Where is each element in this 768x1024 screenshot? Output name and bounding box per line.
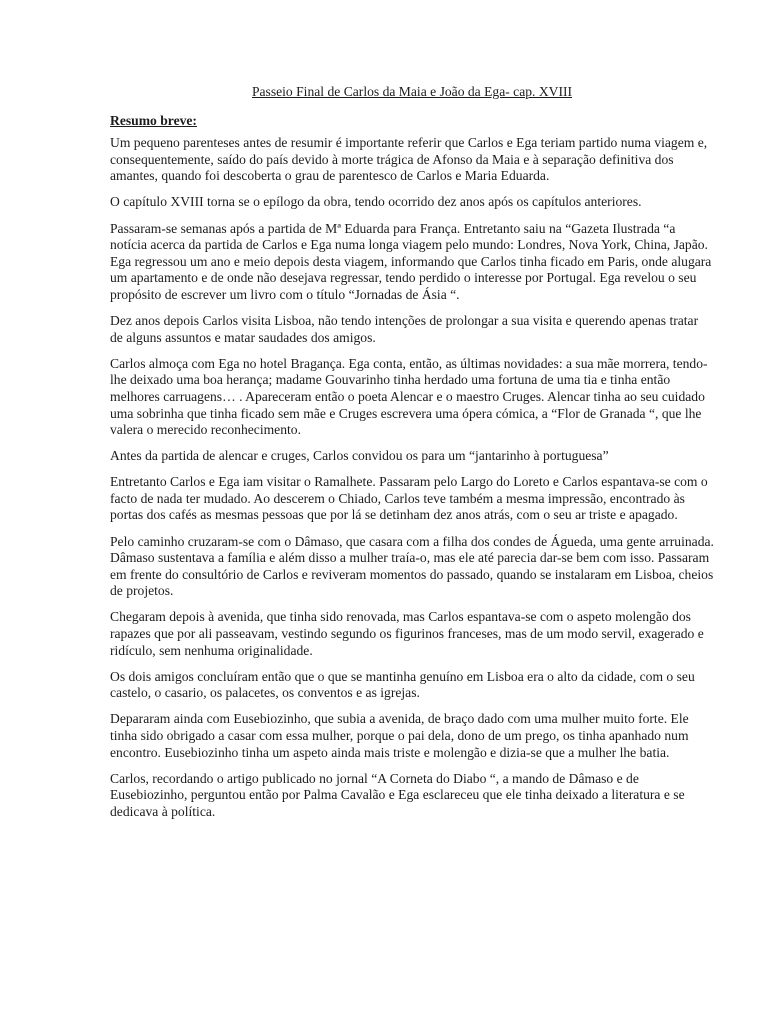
document-title: Passeio Final de Carlos da Maia e João da Ega- cap. XVIII	[251, 84, 573, 99]
paragraph: Os dois amigos concluíram então que o que se mantinha genuíno em Lisboa era o alto da cidade, com o seu castelo, o casario, os palacetes, os conventos e as igrejas.	[110, 668, 695, 701]
paragraph: Carlos almoça com Ega no hotel Bragança. Ega conta, então, as últimas novidades: a sua mãe morrera, tendo-lhe deixado uma boa herança; madame Gouvarinho tinha herdado uma fortuna de uma tia e tinha então melhores carruagens… . Apareceram então o poeta Alencar e o maestro Cruges. Alencar tinha ao seu cuidado uma sobrinha que tinha ficado sem mãe e Cruges escrevera uma ópera cómica, a “Flor de Granada “, que lhe valera o merecido reconhecimento.	[110, 355, 708, 438]
document-subtitle: Resumo breve:	[110, 112, 197, 128]
paragraph: Pelo caminho cruzaram-se com o Dâmaso, que casara com a filha dos condes de Águeda, uma gente arruinada. Dâmaso sustentava a família e além disso a mulher traía-o, mas ele até parecia dar-se bem com isso. Passaram em frente do consultório de Carlos e reviveram momentos do passado, quando se instalaram em Lisboa, cheios de projetos.	[110, 533, 714, 599]
paragraph: Depararam ainda com Eusebiozinho, que subia a avenida, de braço dado com uma mulher muito forte. Ele tinha sido obrigado a casar com essa mulher, porque o pai dela, dono de um prego, os tinha apanhado num encontro. Eusebiozinho tinha um aspeto ainda mais triste e molengão e dizia-se que a mulher lhe batia.	[110, 711, 689, 760]
paragraph: Passaram-se semanas após a partida de Mª Eduarda para França. Entretanto saiu na “Gazeta Ilustrada “a notícia acerca da partida de Carlos e Ega numa longa viagem pelo mundo: Londres, Nova York, China, Japão. Ega regressou um ano e meio depois desta viagem, informando que Carlos tinha ficado em Paris, onde alugara um apartamento e de onde não desejava regressar, tendo perdido o interesse por Portugal. Ega revelou o seu propósito de escrever um livro com o título “Jornadas de Ásia “.	[110, 220, 712, 302]
paragraph: O capítulo XVIII torna se o epílogo da obra, tendo ocorrido dez anos após os capítulos anteriores.	[110, 194, 642, 210]
paragraph: Entretanto Carlos e Ega iam visitar o Ramalhete. Passaram pelo Largo do Loreto e Carlos espantava-se com o facto de nada ter mudado. Ao descerem o Chiado, Carlos teve também a mesma impressão, encontrado às portas dos cafés as mesmas pessoas que por lá se detinham dez anos atrás, com o seu ar triste e apagado.	[110, 474, 708, 523]
paragraph: Antes da partida de alencar e cruges, Carlos convidou os para um “jantarinho à portuguesa”	[110, 448, 609, 464]
paragraph: Chegaram depois à avenida, que tinha sido renovada, mas Carlos espantava-se com o aspeto molengão dos rapazes que por ali passeavam, vestindo segundo os figurinos franceses, mas de um modo servil, exagerado e ridículo, sem nenhuma originalidade.	[110, 609, 704, 658]
paragraph: Dez anos depois Carlos visita Lisboa, não tendo intenções de prolongar a sua visita e querendo apenas tratar de alguns assuntos e matar saudades dos amigos.	[110, 313, 699, 345]
paragraph: Um pequeno parenteses antes de resumir é importante referir que Carlos e Ega teriam partido numa viagem e, consequentemente, saído do país devido à morte trágica de Afonso da Maia e à separação definitiva dos amantes, quando foi descoberta o grau de parentesco de Carlos e Maria Eduarda.	[110, 135, 708, 184]
paragraph: Carlos, recordando o artigo publicado no jornal “A Corneta do Diabo “, a mando de Dâmaso e de Eusebiozinho, perguntou então por Palma Cavalão e Ega esclareceu que ele tinha deixado a literatura e se dedicava à política.	[110, 770, 685, 819]
